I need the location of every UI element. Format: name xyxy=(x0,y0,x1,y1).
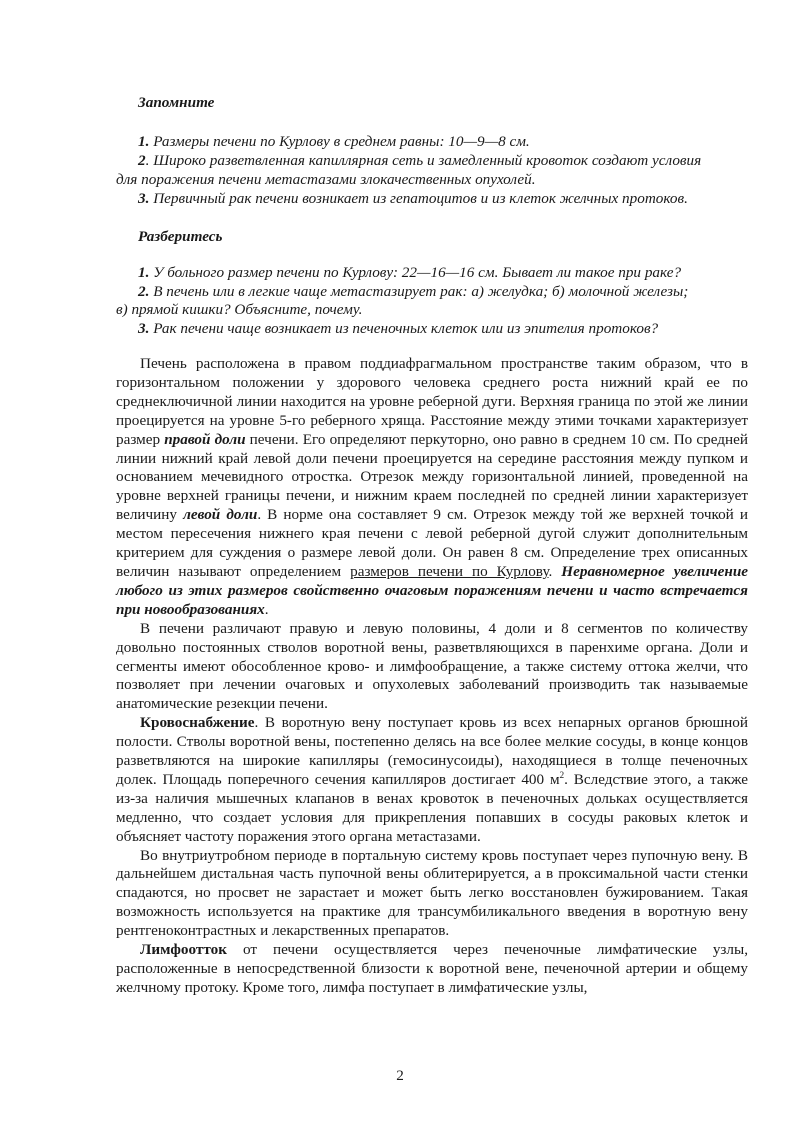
figure-out-item-2-cont: в) прямой кишки? Объясните, почему. xyxy=(116,301,363,318)
remember-item-3: 3. Первичный рак печени возникает из гепатоцитов и из клеток желчных протоков. xyxy=(138,190,688,207)
remember-heading: Запомните xyxy=(138,94,215,111)
remember-item-1: 1. Размеры печени по Курлову в среднем равны: 10—9—8 см. xyxy=(138,133,530,150)
figure-out-heading: Разберитесь xyxy=(138,228,223,245)
figure-out-item-3: 3. Рак печени чаще возникает из печеночных клеток или из эпителия протоков? xyxy=(138,320,659,337)
paragraph-lobes-segments: В печени различают правую и левую половины, 4 доли и 8 сегментов по количеству довольно постоянных стволов воротной вены, разветвляющихся в паренхиме органа. Доли и сегменты имеют обособленное крово- и лимфообращение, а также систему оттока желчи, что позволяет при лечении очаговых и опухолевых заболеваний производить так называемые анатомические резекции печени. xyxy=(116,619,748,713)
remember-item-2: 2. Широко разветвленная капиллярная сеть и замедленный кровоток создают условия xyxy=(138,152,702,169)
paragraph-lymph-outflow: Лимфоотток от печени осуществляется через печеночные лимфатические узлы, расположенные в непосредственной близости к воротной вене, печеночной артерии и общему желчному протоку. Кроме того, лимфа поступает в лимфатические узлы, xyxy=(116,941,748,996)
paragraph-blood-supply: Кровоснабжение. В воротную вену поступает кровь из всех непарных органов брюшной полости. Стволы воротной вены, постепенно делясь на все более мелкие сосуды, в конце концов разветвляются на широкие капилляры (гемосинусоиды), находящиеся в толще печеночных долек. Площадь поперечного сечения капилляров достигает 400 $м^2$. Вследствие этого, а также из-за наличия мышечных клапанов в венах кровоток в печеночных дольках осуществляется медленно, что создает условия для прикрепления попавших в сосуды раковых клеток и объясняет частоту поражения этого органа метастазами. xyxy=(116,714,748,845)
body-text xyxy=(116,355,748,998)
paragraph-umbilical-vein: Во внутриутробном периоде в портальную систему кровь поступает через пупочную вену. В дальнейшем дистальная часть пупочной вены облитерируется, а в проксимальной части стенки спадаются, но просвет не зарастает и может быть легко восстановлен бужированием. Такая возможность используется на практике для трансумбиликального введения в воротную вену рентгеноконтрастных и лекарственных препаратов. xyxy=(116,846,748,940)
figure-out-item-1: 1. У больного размер печени по Курлову: 22—16—16 см. Бывает ли такое при раке? xyxy=(138,264,682,281)
remember-item-2-cont: для поражения печени метастазами злокачественных опухолей. xyxy=(116,171,536,188)
figure-out-item-2: 2. В печень или в легкие чаще метастазирует рак: а) желудка; б) молочной железы; xyxy=(138,283,689,300)
page-number: 2 xyxy=(396,1067,404,1084)
paragraph-liver-position: Печень расположена в правом поддиафрагмальном пространстве таким образом, что в горизонтальном положении у здорового человека среднего роста нижний край ее по среднеключичной линии находится на уровне реберной дуги. Верхняя граница по этой же линии проецируется на уровне 5-го реберного хряща. Расстояние между этими точками характеризует размер правой доли печени. Его определяют перкуторно, оно равно в среднем 10 см. По средней линии нижний край левой доли печени проецируется на середине расстояния между пупком и основанием мечевидного отростка. Отрезок между горизонтальной линией, проведенной на уровне верхней границы печени, и нижним краем последней по средней линии характеризует величину левой доли. В норме она составляет 9 см. Отрезок между той же верхней точкой и местом пересечения нижнего края печени с левой реберной дугой служит дополнительным критерием для суждения о размере левой доли. Он равен 8 см. Определение трех описанных величин называют определением размеров печени по Курлову. Неравномерное увеличение любого из этих размеров свойственно очаговым поражениям печени и часто встречается при новообразованиях. xyxy=(116,355,749,618)
